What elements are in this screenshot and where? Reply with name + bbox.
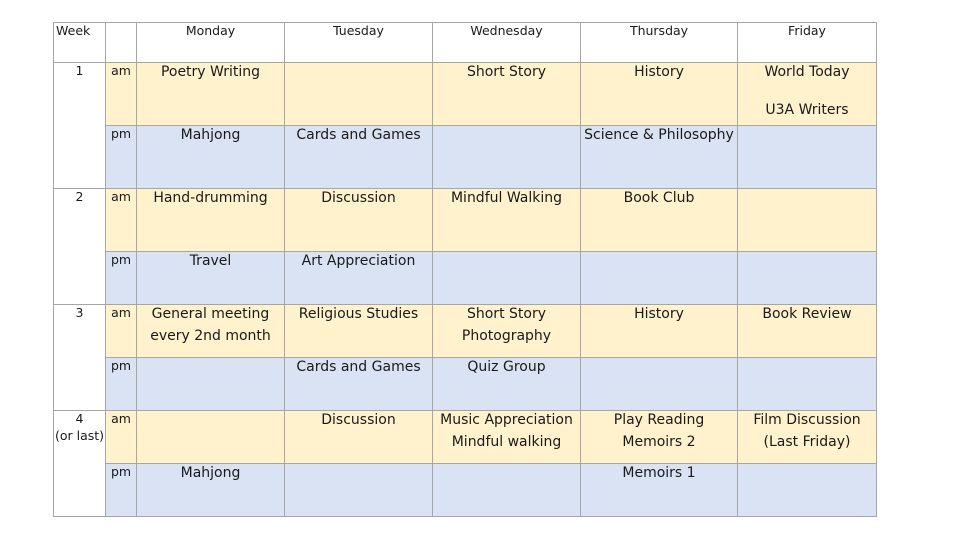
day-header-wednesday: Wednesday xyxy=(433,23,581,63)
activity-cell-thursday xyxy=(581,189,738,252)
week-number: 2 xyxy=(75,189,84,204)
activity-name: World Today xyxy=(764,64,850,80)
day-header-tuesday: Tuesday xyxy=(285,23,433,63)
activity-cell-wednesday xyxy=(433,126,581,189)
activity-cell-friday xyxy=(738,189,877,252)
activity-cell-friday xyxy=(738,305,877,358)
activity-cell-monday xyxy=(137,189,285,252)
activity-cell-wednesday xyxy=(433,189,581,252)
activity-cell-monday xyxy=(137,411,285,464)
pm-label: pm xyxy=(106,358,137,411)
activity-name: Film Discussion xyxy=(753,412,861,428)
activity-cell-tuesday xyxy=(285,63,433,126)
activity-cell-friday xyxy=(738,63,877,126)
activity-cell-friday xyxy=(738,411,877,464)
day-header-thursday: Thursday xyxy=(581,23,738,63)
week-number-cell xyxy=(54,305,106,411)
week-number: 3 xyxy=(75,305,84,320)
activity-name: Science & Philosophy xyxy=(584,127,734,143)
activity-cell-monday xyxy=(137,126,285,189)
activity-cell-monday xyxy=(137,305,285,358)
activity-cell-tuesday xyxy=(285,126,433,189)
activity-name: every 2nd month xyxy=(150,328,271,344)
activity-cell-tuesday xyxy=(285,305,433,358)
activity-name: Photography xyxy=(461,328,552,344)
activity-cell-thursday xyxy=(581,63,738,126)
slot-header xyxy=(106,23,137,63)
week-number: 1 xyxy=(75,63,84,78)
activity-name: History xyxy=(634,64,684,80)
activity-cell-wednesday xyxy=(433,252,581,305)
activity-cell-friday xyxy=(738,252,877,305)
activity-name: Discussion xyxy=(321,190,396,206)
activity-cell-thursday xyxy=(581,411,738,464)
pm-label: pm xyxy=(106,464,137,517)
activity-cell-monday xyxy=(137,252,285,305)
activity-name: History xyxy=(634,306,684,322)
pm-label: pm xyxy=(106,126,137,189)
am-label: am xyxy=(106,189,137,252)
activity-name: Short Story xyxy=(466,64,546,80)
activity-cell-thursday xyxy=(581,126,738,189)
week-4-pm-row xyxy=(54,464,877,517)
week-header: Week xyxy=(54,23,106,63)
week-number-cell xyxy=(54,63,106,189)
activity-cell-thursday xyxy=(581,464,738,517)
activity-cell-tuesday xyxy=(285,358,433,411)
week-2-pm-row xyxy=(54,252,877,305)
activity-cell-thursday xyxy=(581,252,738,305)
activity-name: Quiz Group xyxy=(467,359,546,375)
activity-name: Mahjong xyxy=(180,465,241,481)
activity-name: U3A Writers xyxy=(765,102,849,118)
activity-name: Travel xyxy=(189,253,232,269)
activity-name: Memoirs 2 xyxy=(622,434,696,450)
week-1-pm-row xyxy=(54,126,877,189)
am-label: am xyxy=(106,411,137,464)
activity-name: Mindful Walking xyxy=(450,190,563,206)
activity-name: Religious Studies xyxy=(298,306,419,322)
activity-name: Cards and Games xyxy=(296,127,421,143)
activity-name: Book Club xyxy=(623,190,695,206)
am-label: am xyxy=(106,63,137,126)
week-1-am-row xyxy=(54,63,877,126)
activity-name: Hand-drumming xyxy=(153,190,268,206)
activity-cell-tuesday xyxy=(285,464,433,517)
activity-name: Mahjong xyxy=(180,127,241,143)
activity-name: Mindful walking xyxy=(451,434,562,450)
activity-cell-tuesday xyxy=(285,252,433,305)
activity-cell-tuesday xyxy=(285,411,433,464)
activity-name: Book Review xyxy=(762,306,852,322)
activity-cell-thursday xyxy=(581,305,738,358)
weekly-timetable xyxy=(53,22,877,517)
activity-cell-wednesday xyxy=(433,63,581,126)
activity-cell-monday xyxy=(137,464,285,517)
activity-cell-wednesday xyxy=(433,358,581,411)
activity-cell-friday xyxy=(738,358,877,411)
week-3-pm-row xyxy=(54,358,877,411)
activity-name: (Last Friday) xyxy=(763,434,851,450)
pm-label: pm xyxy=(106,252,137,305)
activity-cell-wednesday xyxy=(433,464,581,517)
activity-cell-friday xyxy=(738,126,877,189)
day-header-friday: Friday xyxy=(738,23,877,63)
activity-name: Play Reading xyxy=(613,412,705,428)
week-number-cell xyxy=(54,411,106,517)
activity-name: Cards and Games xyxy=(296,359,421,375)
activity-cell-monday xyxy=(137,358,285,411)
activity-cell-wednesday xyxy=(433,305,581,358)
week-number: 4 xyxy=(75,411,84,426)
activity-name: Memoirs 1 xyxy=(622,465,696,481)
activity-name: Music Appreciation xyxy=(440,412,573,428)
activity-cell-monday xyxy=(137,63,285,126)
activity-name: Short Story xyxy=(466,306,546,322)
activity-name: Poetry Writing xyxy=(160,64,261,80)
week-4-am-row xyxy=(54,411,877,464)
am-label: am xyxy=(106,305,137,358)
week-3-am-row xyxy=(54,305,877,358)
activity-cell-thursday xyxy=(581,358,738,411)
activity-cell-friday xyxy=(738,464,877,517)
activity-cell-tuesday xyxy=(285,189,433,252)
week-sublabel: (or last) xyxy=(54,427,105,443)
activity-name: General meeting xyxy=(151,306,270,322)
activity-name: Art Appreciation xyxy=(301,253,416,269)
week-2-am-row xyxy=(54,189,877,252)
activity-cell-wednesday xyxy=(433,411,581,464)
activity-name: Discussion xyxy=(321,412,396,428)
header-row xyxy=(54,23,877,63)
week-number-cell xyxy=(54,189,106,305)
day-header-monday: Monday xyxy=(137,23,285,63)
